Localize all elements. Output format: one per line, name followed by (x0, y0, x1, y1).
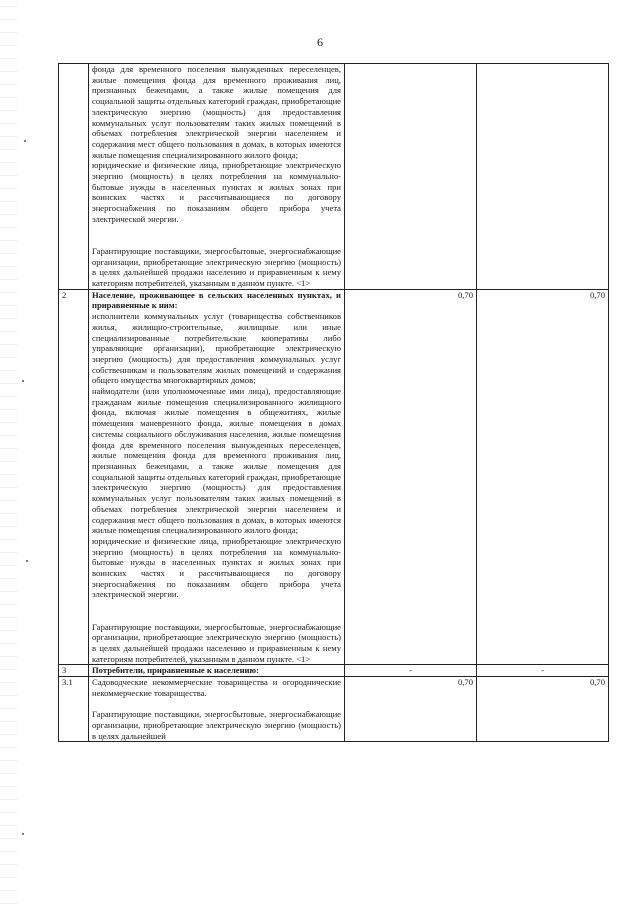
tariff-value-2: 0,70 (477, 677, 609, 742)
table-row (59, 64, 609, 290)
tariff-table (58, 63, 609, 742)
tariff-value-1: 0,70 (345, 289, 477, 665)
paragraph: юридические и физические лица, приобретающие электрическую энергию (мощность) в целях потребления на коммунально-бытовые нужды в населенных пунктах и жилых зонах при воинских частях и рассчитывающиеся по договору энергоснабжения по показаниям общего прибора учета электрической энергии. (92, 160, 341, 224)
row-description (89, 677, 345, 742)
row-number (59, 64, 89, 290)
tariff-value-2: 0,70 (477, 289, 609, 665)
paragraph: Садоводческие некоммерческие товарищества и огороднические некоммерческие товарищества. (92, 677, 341, 698)
table-row (59, 289, 609, 665)
paragraph-gap (92, 600, 341, 611)
table-row (59, 665, 609, 677)
row-description (89, 665, 345, 677)
tariff-value-2: - (477, 665, 609, 677)
row-description (89, 289, 345, 665)
tariff-value-1 (345, 64, 477, 290)
paragraph-gap (92, 235, 341, 246)
scan-edge-artifact (0, 0, 18, 905)
scan-speck (24, 140, 26, 142)
row-description (89, 64, 345, 290)
paragraph-gap (92, 611, 341, 622)
scan-speck (22, 833, 24, 835)
paragraph: наймодатели (или уполномоченные ими лица), предоставляющие гражданам жилые помещения специализированного жилищного фонда, включая жилые помещения в общежитиях, жилые помещения маневренного фонда, жилые помещения в домах системы социального обслуживания населения, жилые помещения фонда для временного поселения вынужденных переселенцев, жилые помещения фонда для временного проживания лиц, признанных беженцами, а также жилые помещения для социальной защиты отдельных категорий граждан, приобретающие электрическую энергию (мощность) для предоставления коммунальных услуг пользователям таких жилых помещений в объемах потребления электрической энергии населением и содержания мест общего пользования в домах, в которых имеются жилые помещения специализированного жилого фонда; (92, 386, 341, 536)
paragraph-gap (92, 225, 341, 236)
tariff-value-2 (477, 64, 609, 290)
paragraph: Гарантирующие поставщики, энергосбытовые, энергоснабжающие организации, приобретающие электрическую энергию (мощность) в целях дальнейшей продажи населению и приравненным к нему категориям потребителей, указанным в данном пункте. <1> (92, 621, 341, 664)
row-number: 3.1 (59, 677, 89, 742)
paragraph: Гарантирующие поставщики, энергосбытовые, энергоснабжающие организации, приобретающие электрическую энергию (мощность) в целях дальнейшей (92, 709, 341, 741)
scan-speck (26, 560, 28, 562)
row-number: 3 (59, 665, 89, 677)
tariff-value-1: 0,70 (345, 677, 477, 742)
row-number: 2 (59, 289, 89, 665)
table-row (59, 677, 609, 742)
paragraph: юридические и физические лица, приобретающие электрическую энергию (мощность) в целях потребления на коммунально-бытовые нужды в населенных пунктах и жилых зонах при воинских частях и рассчитывающиеся по договору энергоснабжения по показаниям общего прибора учета электрической энергии. (92, 535, 341, 600)
scan-speck (22, 380, 24, 382)
row-heading: Потребители, приравненные к населению: (92, 665, 259, 676)
row-heading: Население, проживающее в сельских населенных пунктах, и приравненные к ним: (92, 289, 341, 311)
paragraph: Гарантирующие поставщики, энергосбытовые, энергоснабжающие организации, приобретающие электрическую энергию (мощность) в целях дальнейшей продажи населению и приравненным к нему категориям потребителей, указанным в данном пункте. <1> (92, 245, 341, 289)
page-number: 6 (317, 35, 323, 49)
paragraph: фонда для временного поселения вынужденных переселенцев, жилые помещения фонда для временного проживания лиц, признанных беженцами, а также жилые помещения для социальной защиты отдельных категорий граждан, приобретающие электрическую энергию (мощность) для предоставления коммунальных услуг пользователям таких жилых помещений в объемах потребления электрической энергии населением и содержания мест общего пользования в домах, в которых имеются жилые помещения специализированного жилого фонда; (92, 64, 341, 160)
tariff-value-1: - (345, 665, 477, 677)
paragraph: исполнители коммунальных услуг (товарищества собственников жилья, жилищно-строительные, жилищные или иные специализированные потребительские кооперативы либо управляющие организации), приобретающие электрическую энергию (мощность) для предоставления коммунальных услуг собственникам и пользователям жилых помещений и содержания общего имущества многоквартирных домов; (92, 311, 341, 386)
paragraph-gap (92, 698, 341, 709)
